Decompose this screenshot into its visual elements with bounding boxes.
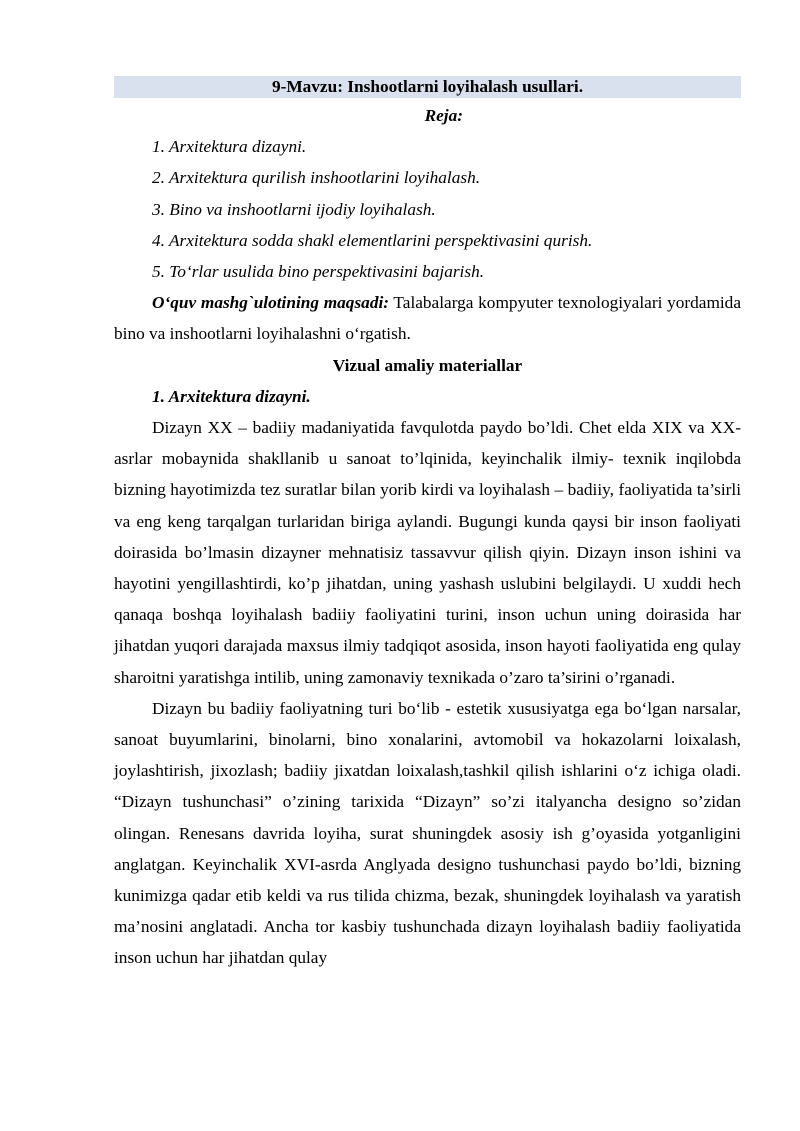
goal-label: O‘quv mashg`ulotining maqsadi: xyxy=(152,293,390,313)
document-page xyxy=(114,76,741,974)
plan-list xyxy=(114,131,741,287)
plan-item: 1. Arxitektura dizayni. xyxy=(152,137,307,157)
plan-item: 5. To‘rlar usulida bino perspektivasini bajarish. xyxy=(152,262,485,282)
body-paragraph-2: Dizayn bu badiiy faoliyatning turi bo‘lib - estetik xususiyatga ega bo‘lgan narsalar, sanoat buyumlarini, binolarni, bino xonalarini, avtomobil va hokazolarni loixalash, joylashtirish, jixozlash; badiiy jixatdan loixalash,tashkil qilish ishlarini o‘z ichiga oladi. “Dizayn tushunchasi” o’zining tarixida “Dizayn” so’zi italyancha designo so’zidan olingan. Renesans davrida loyiha, surat shuningdek asosiy ish g’oyasida yotganligini anglatgan. Keyinchalik XVI-asrda Anglyada designo tushunchasi paydo bo’ldi, bizning kunimizga qadar etib keldi va rus tilida chizma, bezak, shuningdek loyihalash va yaratish ma’nosini anglatadi. Ancha tor kasbiy tushunchada dizayn loyihalash badiiy faoliyatida inson uchun har jihatdan qulay xyxy=(114,698,741,968)
plan-item: 3. Bino va inshootlarni ijodiy loyihalash. xyxy=(152,199,436,219)
body-paragraph-1: Dizayn XX – badiiy madaniyatida favqulotda paydo bo’ldi. Chet elda XIX va XX-asrlar mobaynida shakllanib u sanoat to’lqinida, keyinchalik ilmiy- texnik inqilobda bizning hayotimizda tez suratlar bilan yorib kirdi va loyihalash – badiiy, faoliyatida ta’sirli va eng keng tarqalgan turlaridan biriga aylandi. Bugungi kunda qaysi bir inson faoliyati doirasida bo’lmasin dizayner mehnatisiz tassavvur qilish qiyin. Dizayn inson ishini va hayotini yengillashtirdi, ko’p jihatdan, uning yashash uslubini belgilaydi. U xuddi hech qanaqa boshqa loyihalash badiiy faoliyatini turini, inson uchun uning doirasida har jihatdan yuqori darajada maxsus ilmiy tadqiqot asosida, inson hayoti faoliyatida eng qulay sharoitni yaratishga intilib, uning zamonaviy texnikada o’zaro ta’sirini o’rganadi. xyxy=(114,418,741,687)
section-heading: 1. Arxitektura dizayni. xyxy=(152,386,311,406)
plan-item: 2. Arxitektura qurilish inshootlarini loyihalash. xyxy=(152,168,481,188)
plan-item: 4. Arxitektura sodda shakl elementlarini perspektivasini qurish. xyxy=(152,230,593,250)
materials-heading: Vizual amaliy materiallar xyxy=(332,355,523,375)
document-title: 9-Mavzu: Inshootlarni loyihalash usullari. xyxy=(114,76,741,98)
goal-paragraph xyxy=(114,287,741,349)
goal-text: Talabalarga kompyuter texnologiyalari yordamida bino va inshootlarni loyihalashni o‘rgatish. xyxy=(114,293,741,344)
plan-label: Reja: xyxy=(424,106,463,125)
